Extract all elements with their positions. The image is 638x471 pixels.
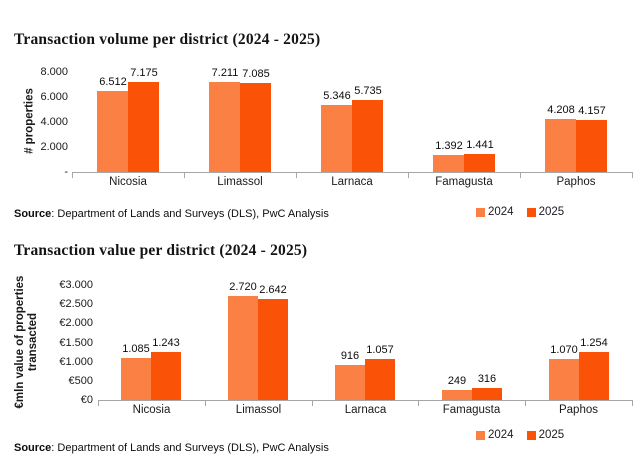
- x-category-label-nicosia: Nicosia: [109, 176, 147, 188]
- volume-y-axis-title: # properties: [23, 88, 36, 154]
- bar-value-label: 249: [447, 375, 467, 387]
- y-tick-label: €2.000: [59, 317, 93, 329]
- bar-value-label: 316: [477, 373, 497, 385]
- bar-value-label: 1.243: [152, 337, 180, 349]
- x-category-label-limassol: Limassol: [235, 404, 282, 416]
- source-label: Source: [14, 442, 52, 454]
- x-category-label-paphos: Paphos: [556, 176, 596, 188]
- x-axis-tick-mark: [632, 401, 633, 406]
- bar-2024-paphos: [549, 359, 579, 400]
- bar-value-label: 7.211: [211, 67, 239, 79]
- legend-label-2025: 2025: [538, 429, 565, 441]
- y-tick-label: -: [64, 166, 68, 178]
- bar-2024-limassol: [228, 296, 258, 400]
- bar-value-label: 1.057: [366, 344, 394, 356]
- value-y-axis-title: €mln value of properties transacted: [14, 275, 39, 409]
- bar-value-label: 7.085: [242, 68, 270, 80]
- source-text: : Department of Lands and Surveys (DLS), PwC Analysis: [51, 208, 329, 220]
- x-axis-line: [98, 400, 633, 401]
- legend-swatch-2024-icon: [476, 431, 485, 440]
- bar-value-label: 4.157: [578, 105, 606, 117]
- bar-value-label: 7.175: [130, 67, 158, 79]
- y-tick-label: 2.000: [40, 141, 68, 153]
- bar-value-label: 4.208: [547, 104, 575, 116]
- value-legend: [476, 429, 564, 441]
- y-tick-label: €3.000: [59, 279, 93, 291]
- y-tick-label: 6.000: [40, 91, 68, 103]
- bar-value-label: 916: [340, 350, 360, 362]
- legend-item-2024: [476, 429, 514, 441]
- y-tick-label: 8.000: [40, 66, 68, 78]
- y-tick-label: €2.500: [59, 298, 93, 310]
- bar-2025-nicosia: [151, 352, 181, 400]
- volume-chart-title: Transaction volume per district (2024 - 2025): [14, 31, 321, 48]
- source-label: Source: [14, 208, 52, 220]
- x-category-label-famagusta: Famagusta: [442, 404, 501, 416]
- y-tick-label: 4.000: [40, 116, 68, 128]
- value-source-line: [14, 442, 329, 454]
- bar-value-label: 2.642: [259, 284, 287, 296]
- y-tick-label: €1.500: [59, 337, 93, 349]
- bar-value-label: 2.720: [229, 281, 257, 293]
- x-category-label-nicosia: Nicosia: [132, 404, 171, 416]
- bar-value-label: 1.441: [466, 139, 494, 151]
- bar-2024-famagusta: [442, 390, 472, 400]
- bar-value-label: 5.735: [354, 85, 382, 97]
- legend-label-2025: 2025: [538, 206, 565, 218]
- bar-2024-larnaca: [335, 365, 365, 400]
- legend-label-2024: 2024: [488, 429, 514, 441]
- bar-2025-famagusta: [472, 388, 502, 400]
- y-tick-label: €0: [80, 394, 93, 406]
- bar-2025-paphos: [579, 352, 609, 400]
- source-text: : Department of Lands and Surveys (DLS), PwC Analysis: [51, 442, 329, 454]
- y-tick-label: €1.000: [59, 356, 93, 368]
- bar-2024-nicosia: [121, 358, 151, 400]
- bar-value-label: 1.070: [550, 344, 578, 356]
- value-chart-title: Transaction value per district (2024 - 2025): [14, 242, 308, 259]
- legend-label-2024: 2024: [488, 206, 514, 218]
- x-category-label-larnaca: Larnaca: [344, 404, 387, 416]
- x-category-label-paphos: Paphos: [558, 404, 598, 416]
- y-tick-label: €500: [68, 375, 93, 387]
- bar-value-label: 5.346: [323, 90, 351, 102]
- bar-value-label: 1.085: [122, 343, 150, 355]
- bar-value-label: 1.392: [435, 140, 463, 152]
- legend-item-2025: [527, 429, 565, 441]
- x-category-label-famagusta: Famagusta: [435, 176, 493, 188]
- x-category-label-limassol: Limassol: [217, 176, 263, 188]
- bar-2025-limassol: [258, 299, 288, 400]
- bar-value-label: 1.254: [580, 337, 608, 349]
- bar-2025-larnaca: [365, 359, 395, 400]
- legend-swatch-2025-icon: [527, 431, 536, 440]
- bar-value-label: 6.512: [99, 76, 127, 88]
- x-category-label-larnaca: Larnaca: [331, 176, 373, 188]
